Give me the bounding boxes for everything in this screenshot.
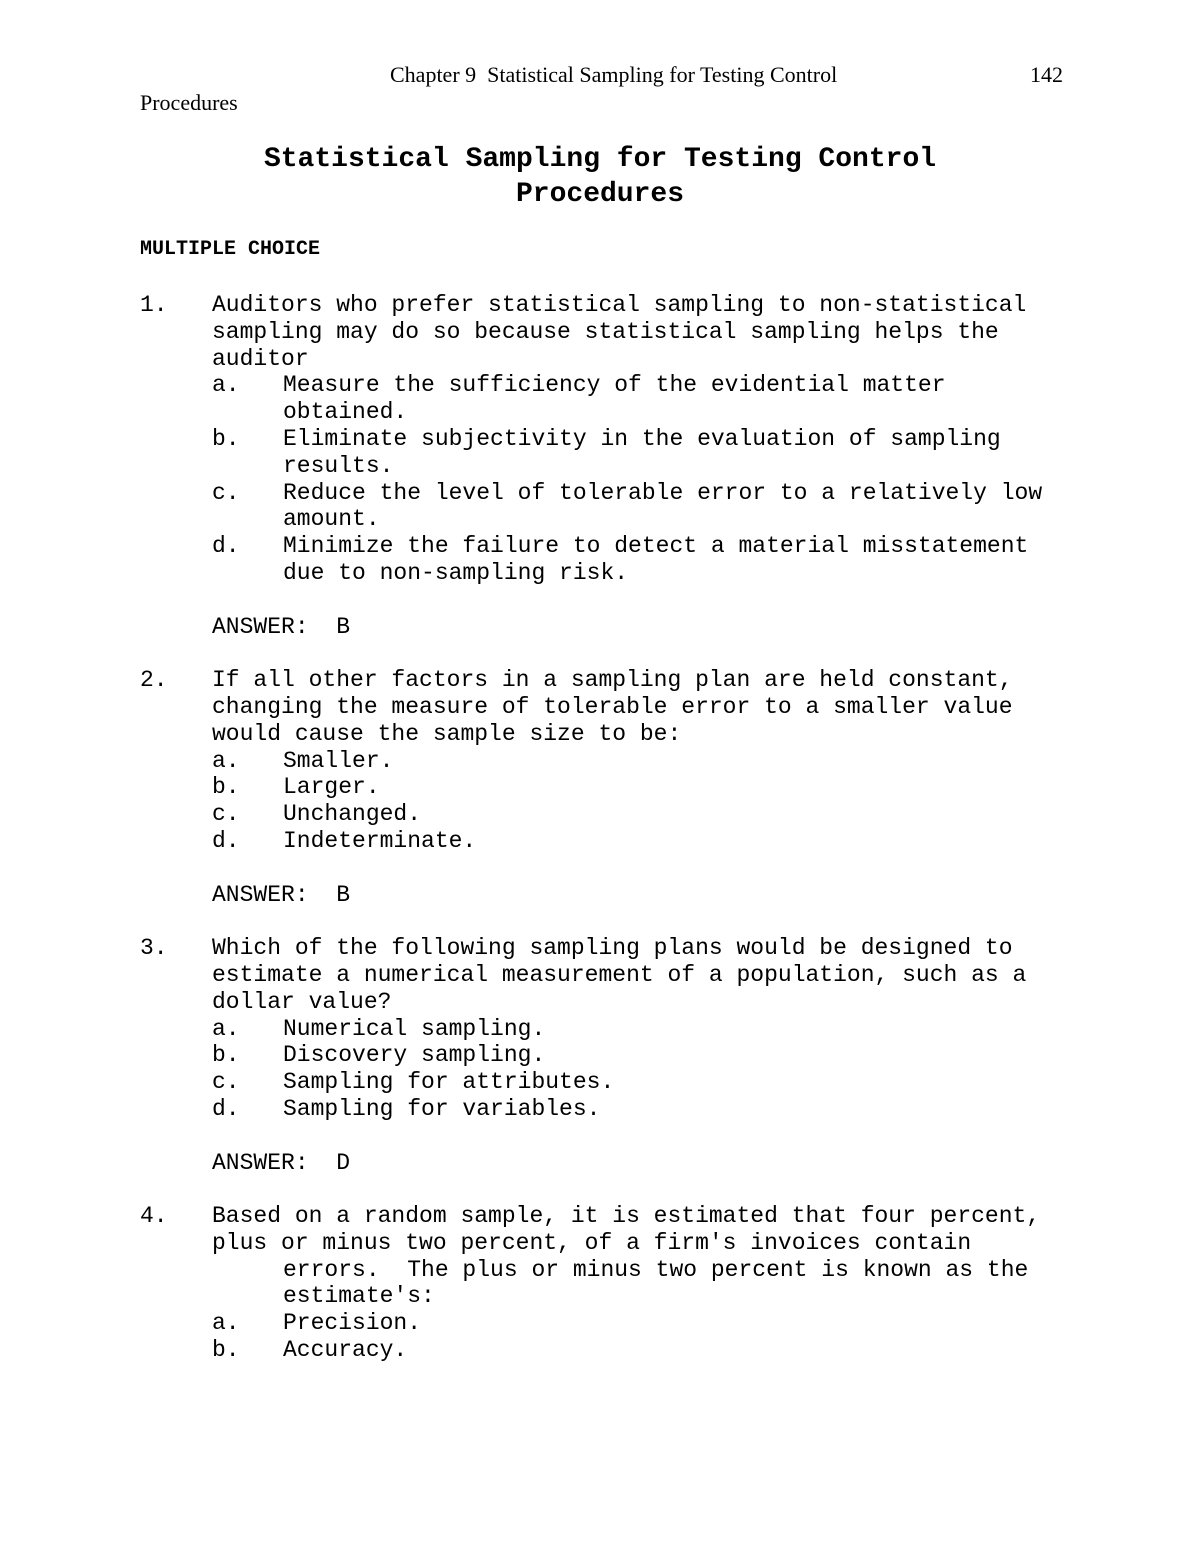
option-text-line: obtained. <box>283 399 408 426</box>
question-stem-line-indented: errors. The plus or minus two percent is known as the <box>283 1256 1029 1283</box>
question-stem-line: If all other factors in a sampling plan are held constant, <box>212 667 1013 694</box>
option-text-line: due to non-sampling risk. <box>283 559 629 586</box>
question-stem-line: would cause the sample size to be: <box>212 720 682 747</box>
option-text-line: Unchanged. <box>283 801 422 828</box>
question-stem-line: auditor <box>212 345 309 372</box>
option-b <box>212 1042 1080 1069</box>
option-text-line: Precision. <box>283 1310 422 1337</box>
document-title-line-1: Statistical Sampling for Testing Control <box>263 144 937 175</box>
question-list <box>140 292 1080 1391</box>
option-text-line: Indeterminate. <box>283 827 477 854</box>
option-c <box>212 1069 1080 1096</box>
question-number: 4. <box>140 1203 168 1230</box>
option-c <box>212 801 1080 828</box>
question-number: 2. <box>140 667 168 694</box>
option-d <box>212 828 1080 855</box>
running-header-continuation: Procedures <box>140 90 238 115</box>
question-4 <box>140 1203 1080 1364</box>
question-3 <box>140 935 1080 1176</box>
option-letter: d. <box>212 1095 240 1122</box>
answer-line: ANSWER: B <box>212 613 351 640</box>
option-text-line: results. <box>283 452 394 479</box>
question-stem-line: dollar value? <box>212 988 392 1015</box>
option-letter: a. <box>212 747 240 774</box>
document-title-line-2: Procedures <box>515 179 685 210</box>
option-text-line: amount. <box>283 506 380 533</box>
option-letter: a. <box>212 1015 240 1042</box>
option-letter: b. <box>212 774 240 801</box>
question-stem-line-indented: estimate's: <box>283 1283 435 1310</box>
question-stem-line: sampling may do so because statistical sampling helps the <box>212 318 999 345</box>
option-text-line: Sampling for variables. <box>283 1095 601 1122</box>
option-text-line: Measure the sufficiency of the evidential matter <box>283 372 946 399</box>
question-stem-line: plus or minus two percent, of a firm's invoices contain <box>212 1229 972 1256</box>
option-letter: a. <box>212 372 240 399</box>
answer-line: ANSWER: B <box>212 881 351 908</box>
option-b <box>212 774 1080 801</box>
option-b <box>212 426 1080 480</box>
option-letter: c. <box>212 1069 240 1096</box>
question-stem-line: Based on a random sample, it is estimated that four percent, <box>212 1203 1041 1230</box>
option-d <box>212 1096 1080 1123</box>
option-letter: b. <box>212 1042 240 1069</box>
option-letter: b. <box>212 1337 240 1364</box>
option-a <box>212 1016 1080 1043</box>
option-text-line: Larger. <box>283 774 380 801</box>
option-letter: b. <box>212 425 240 452</box>
question-stem-line: changing the measure of tolerable error to a smaller value <box>212 693 1013 720</box>
question-number: 1. <box>140 292 168 318</box>
option-text-line: Smaller. <box>283 747 394 774</box>
option-text-line: Discovery sampling. <box>283 1042 546 1069</box>
option-text-line: Sampling for attributes. <box>283 1069 615 1096</box>
question-2 <box>140 667 1080 908</box>
option-b <box>212 1337 1080 1364</box>
option-text-line: Reduce the level of tolerable error to a relatively low <box>283 479 1043 506</box>
question-stem-line: Auditors who prefer statistical sampling to non-statistical <box>212 292 1027 318</box>
option-text-line: Eliminate subjectivity in the evaluation of sampling <box>283 425 1001 452</box>
option-a <box>212 748 1080 775</box>
answer-line: ANSWER: D <box>212 1149 351 1176</box>
question-stem-line: estimate a numerical measurement of a population, such as a <box>212 961 1027 988</box>
document-title <box>100 142 1100 212</box>
option-letter: d. <box>212 533 240 560</box>
section-heading: MULTIPLE CHOICE <box>140 238 321 261</box>
option-text-line: Accuracy. <box>283 1337 408 1364</box>
running-header-title: Chapter 9 Statistical Sampling for Testing Control <box>390 62 838 87</box>
option-a <box>212 372 1080 426</box>
option-text-line: Numerical sampling. <box>283 1015 546 1042</box>
option-a <box>212 1310 1080 1337</box>
question-number: 3. <box>140 935 168 962</box>
option-letter: d. <box>212 827 240 854</box>
option-letter: c. <box>212 479 240 506</box>
question-1 <box>140 292 1080 640</box>
option-letter: c. <box>212 801 240 828</box>
option-letter: a. <box>212 1310 240 1337</box>
option-text-line: Minimize the failure to detect a material misstatement <box>283 533 1029 560</box>
question-stem-line: Which of the following sampling plans would be designed to <box>212 935 1013 962</box>
page-number: 142 <box>1030 62 1063 87</box>
option-d <box>212 533 1080 587</box>
option-c <box>212 480 1080 534</box>
